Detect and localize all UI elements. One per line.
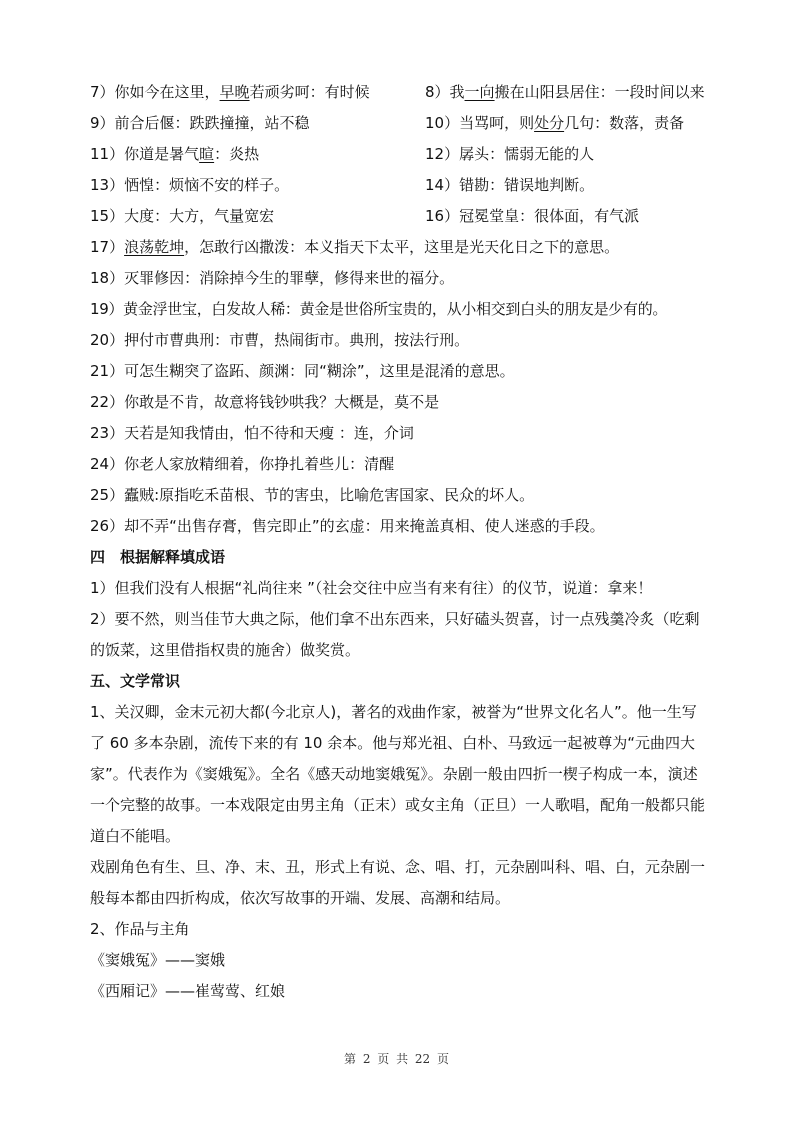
work-item: 《窦娥冤》——窦娥 — [90, 951, 226, 969]
item-12: 12）孱头：懦弱无能的人 — [425, 145, 595, 163]
item-22: 22）你敢是不肯，故意将钱钞哄我？大概是，莫不是 — [90, 393, 440, 411]
idiom-item-1: 1）但我们没有人根据“礼尚往来 ”（社会交往中应当有来有往）的仪节，说道：拿来！ — [90, 579, 653, 597]
item-18: 18）灭罪修因：消除掉今生的罪孽，修得来世的福分。 — [90, 269, 455, 287]
item-text: 若顽劣呵：有时候 — [249, 83, 370, 101]
item-7 — [90, 77, 425, 108]
item-text: 7）你如今在这里， — [90, 83, 220, 101]
paragraph-drama-roles: 戏剧角色有生、旦、净、末、丑，形式上有说、念、唱、打，元杂剧叫科、唱、白，元杂剧一般每本都由四折构成，依次写故事的开端、发展、高潮和结局。 — [90, 858, 706, 907]
item-text: ，怎敢行凶撒泼：本义指天下太平，这里是光天化日之下的意思。 — [184, 238, 620, 256]
item-text: 10）当骂呵，则 — [425, 114, 535, 132]
underlined-word: 处分 — [534, 114, 565, 132]
row-15-16 — [90, 201, 710, 232]
item-14: 14）错勘：错误地判断。 — [425, 176, 595, 194]
item-text: 11）你道是暑气 — [90, 145, 200, 163]
page-number: 第 2 页 共 22 页 — [344, 1052, 449, 1066]
idiom-item-2: 2）要不然，则当佳节大典之际，他们拿不出东西来，只好磕头贺喜，讨一点残羹冷炙（吃剩的饭菜，这里借指权贵的施舍）做奖赏。 — [90, 610, 700, 659]
item-24: 24）你老人家放精细着，你挣扎着些儿：清醒 — [90, 455, 395, 473]
section-heading-5: 五、文学常识 — [90, 672, 181, 690]
item-19: 19）黄金浮世宝，白发故人稀：黄金是世俗所宝贵的，从小相交到白头的朋友是少有的。 — [90, 300, 668, 318]
item-10 — [425, 114, 684, 132]
item-text: 搬在山阳县居住：一段时间以来 — [494, 83, 705, 101]
item-23: 23）天若是知我情由，怕不待和天瘦 ：连，介词 — [90, 424, 414, 442]
item-text: 8）我 — [425, 83, 465, 101]
paragraph-guan-hanqing: 1、关汉卿，金末元初大都(今北京人)，著名的戏曲作家，被誉为“世界文化名人”。他一生写了 60 多本杂剧，流传下来的有 10 余本。他与郑光祖、白朴、马致远一起被尊为“元曲四大家”。代表作为《窦娥冤》。全名《感天动地窦娥冤》。杂剧一般由四折一楔子构成一本，演述一个完整的故事。一本戏限定由男主角（正末）或女主角（正旦）一人歌唱，配角一般都只能道白不能唱。 — [90, 703, 706, 845]
underlined-word: 早晚 — [219, 83, 250, 101]
item-11 — [90, 139, 425, 170]
row-7-8 — [90, 77, 710, 108]
section-heading-4: 四 根据解释填成语 — [90, 548, 226, 566]
item-21: 21）可怎生糊突了盗跖、颜渊：同“糊涂”，这里是混淆的意思。 — [90, 362, 515, 380]
row-9-10 — [90, 108, 710, 139]
underlined-word: 暄 — [199, 145, 215, 163]
underlined-word: 一向 — [464, 83, 495, 101]
underlined-word: 浪荡乾坤 — [124, 238, 185, 256]
item-9: 9）前合后偃：跌跌撞撞，站不稳 — [90, 114, 310, 132]
item-8 — [425, 83, 705, 101]
item-13: 13）恓惶：烦恼不安的样子。 — [90, 176, 290, 194]
subheading-works: 2、作品与主角 — [90, 920, 190, 938]
item-26: 26）却不弄“出售存膏，售完即止”的玄虚：用来掩盖真相、使人迷惑的手段。 — [90, 517, 605, 535]
item-17 — [90, 232, 710, 263]
item-text: ：炎热 — [214, 145, 260, 163]
row-11-12 — [90, 139, 710, 170]
item-25: 25）蠹贼:原指吃禾苗根、节的害虫，比喻危害国家、民众的坏人。 — [90, 486, 535, 504]
item-text: 几句：数落，责备 — [564, 114, 685, 132]
document-page — [90, 77, 710, 1007]
row-13-14 — [90, 170, 710, 201]
item-20: 20）押付市曹典刑：市曹，热闹街市。典刑，按法行刑。 — [90, 331, 470, 349]
item-text: 17） — [90, 238, 125, 256]
item-16: 16）冠冕堂皇：很体面，有气派 — [425, 207, 640, 225]
work-item: 《西厢记》——崔莺莺、红娘 — [90, 982, 286, 1000]
item-15: 15）大度：大方，气量宽宏 — [90, 207, 275, 225]
